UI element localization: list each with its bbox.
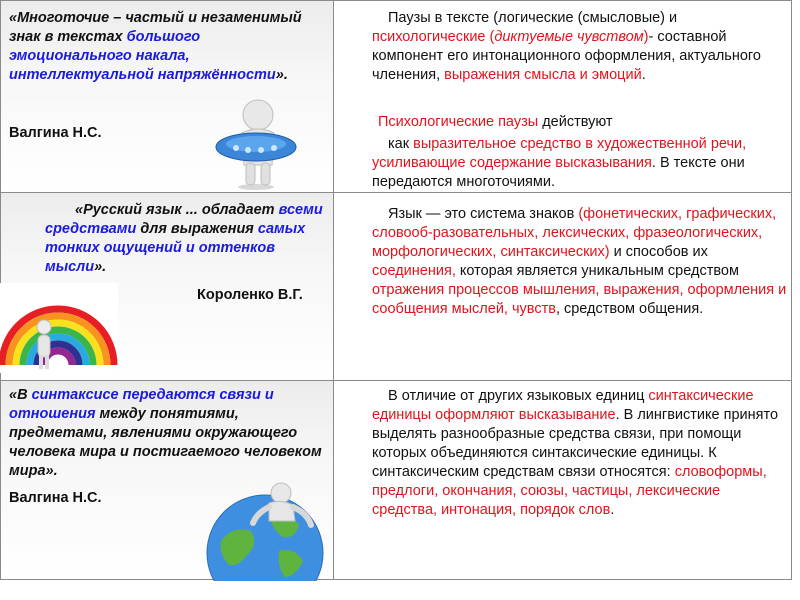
text: .	[641, 67, 646, 83]
highlight: соединения,	[372, 263, 456, 279]
row3-quote	[9, 386, 325, 481]
highlight: выразительное средство в художественной речи, усиливающие содержание высказывания	[372, 136, 747, 171]
row1-author: Валгина Н.С.	[9, 125, 102, 141]
quote-text: «Многоточие – частый и незаменимый знак в текстах	[9, 10, 302, 45]
highlight: синтаксические единицы оформляют высказывание	[372, 388, 754, 423]
text: . В тексте они передаются многоточиями.	[372, 155, 745, 190]
quote-highlight: большого эмоционального накала, интеллектуальной напряжённости	[9, 29, 276, 83]
rainbow-figure-icon	[0, 283, 118, 373]
row1-paragraph-2	[378, 113, 788, 132]
quote-end: ».	[94, 259, 107, 275]
row2-paragraph	[372, 205, 788, 319]
text: как	[388, 136, 414, 152]
row1-paragraph-3	[372, 135, 790, 192]
row3-paragraph	[372, 387, 788, 520]
quote-highlight: синтаксисе передаются связи и отношения	[9, 387, 274, 422]
quote-text: «В	[9, 387, 32, 403]
row2-right-cell	[333, 192, 792, 381]
text: - составной компонент его интонационного оформления, актуального членения,	[372, 29, 761, 83]
figure-with-saucer-icon	[206, 99, 306, 191]
row2-quote	[45, 201, 327, 277]
quote-highlight: самых тонких ощущений и оттенков мысли	[45, 221, 306, 275]
quote-text: «Русский язык ... обладает	[75, 202, 279, 218]
quote-end: ».	[275, 67, 288, 83]
row3-right-cell	[333, 380, 792, 580]
text: Язык — это система знаков	[388, 206, 579, 222]
highlight: психологические (	[372, 29, 495, 45]
highlight: Психологические паузы	[378, 114, 539, 130]
highlight: (фонетических, графических, словооб-разовательных, лексических, фразеологических, морфологических, синтаксических)	[372, 206, 777, 260]
row2-author: Короленко В.Г.	[197, 287, 303, 303]
text: действуют	[538, 114, 613, 130]
highlight: отражения процессов мышления, выражения, оформления и сообщения мыслей, чувств	[372, 282, 787, 317]
row1-right-cell	[333, 0, 792, 193]
row1-paragraph-1	[372, 9, 788, 85]
row1-left-cell	[0, 0, 334, 193]
row3-author: Валгина Н.С.	[9, 490, 102, 506]
text: которая является уникальным средством	[455, 263, 739, 279]
globe-figure-icon	[199, 481, 329, 581]
quote-highlight: всеми средствами	[45, 202, 323, 237]
text: и способов их	[609, 244, 708, 260]
quote-text: для выражения	[136, 221, 258, 237]
text: В отличие от других языковых единиц	[388, 388, 649, 404]
quote-end: между понятиями, предметами, явлениями окружающего человека мира и постигаемого человеком мира».	[9, 406, 322, 479]
row3-left-cell	[0, 380, 334, 580]
highlight: выражения смысла и эмоций	[444, 67, 642, 83]
highlight-italic: диктуемые чувством	[494, 29, 644, 45]
text: .	[610, 502, 615, 518]
text: Паузы в тексте (логические (смысловые) и	[388, 10, 678, 26]
text: , средством общения.	[555, 301, 704, 317]
highlight: словоформы, предлоги, окончания, союзы, частицы, лексические средства, интонация, порядок слов	[372, 464, 767, 518]
highlight: )	[643, 29, 649, 45]
row1-quote	[9, 9, 319, 85]
text: . В лингвистике принято выделять разнообразные средства связи, при помощи которых объединяются синтаксические единицы. К синтаксическим средствам связи относятся:	[372, 407, 779, 480]
